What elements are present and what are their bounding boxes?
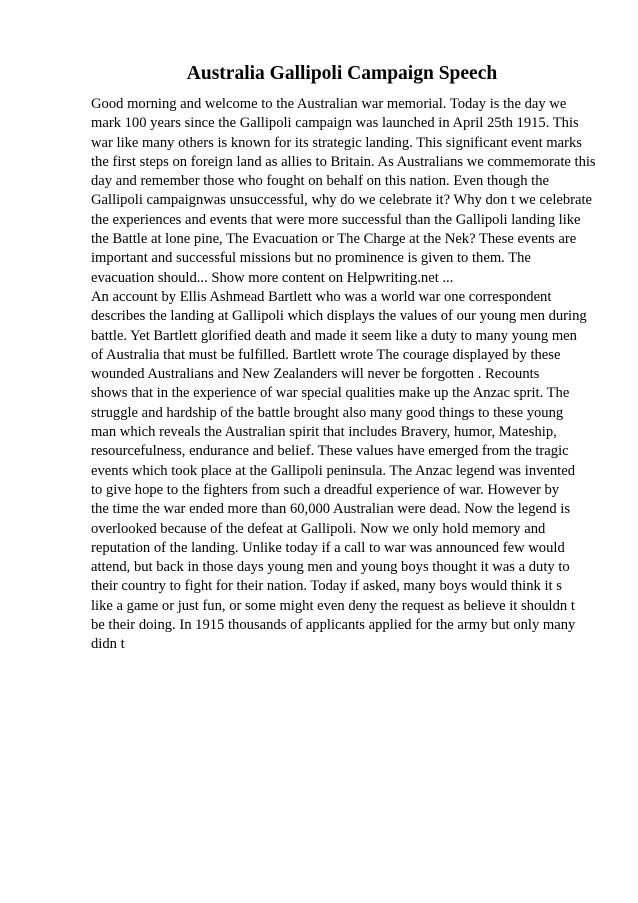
body-line: struggle and hardship of the battle brought also many good things to these young: [91, 404, 564, 421]
body-line: of Australia that must be fulfilled. Bartlett wrote The courage displayed by these: [91, 346, 561, 363]
body-line: resourcefulness, endurance and belief. These values have emerged from the tragic: [91, 443, 569, 460]
body-line: events which took place at the Gallipoli peninsula. The Anzac legend was invented: [91, 462, 576, 479]
body-line: be their doing. In 1915 thousands of applicants applied for the army but only many: [91, 617, 576, 634]
body-line: An account by Ellis Ashmead Bartlett who was a world war one correspondent: [91, 288, 552, 305]
body-line: attend, but back in those days young men and young boys thought it was a duty to: [91, 559, 570, 576]
body-line: war like many others is known for its strategic landing. This significant event marks: [91, 134, 582, 151]
body-line: reputation of the landing. Unlike today if a call to war was announced few would: [91, 539, 565, 556]
body-line: mark 100 years since the Gallipoli campaign was launched in April 25th 1915. This: [91, 115, 579, 132]
body-line: man which reveals the Australian spirit that includes Bravery, humor, Mateship,: [91, 424, 557, 441]
body-line: like a game or just fun, or some might even deny the request as believe it shouldn t: [91, 597, 575, 614]
body-line: describes the landing at Gallipoli which displays the values of our young men during: [91, 308, 587, 325]
body-line: the time the war ended more than 60,000 Australian were dead. Now the legend is: [91, 501, 571, 518]
body-line: Gallipoli campaignwas unsuccessful, why do we celebrate it? Why don t we celebrate: [91, 192, 593, 209]
body-line: day and remember those who fought on behalf on this nation. Even though the: [91, 173, 549, 190]
body-line: overlooked because of the defeat at Gallipoli. Now we only hold memory and: [91, 520, 546, 537]
body-line: shows that in the experience of war special qualities make up the Anzac sprit. The: [91, 385, 570, 402]
document-title: Australia Gallipoli Campaign Speech: [186, 63, 498, 84]
body-line: the first steps on foreign land as allies to Britain. As Australians we commemorate this: [91, 153, 596, 170]
body-line: battle. Yet Bartlett glorified death and made it seem like a duty to many young men: [91, 327, 577, 344]
body-line: to give hope to the fighters from such a dreadful experience of war. However by: [91, 481, 560, 498]
body-line: important and successful missions but no prominence is given to them. The: [91, 250, 531, 267]
document-body: [91, 95, 611, 655]
body-line: their country to fight for their nation. Today if asked, many boys would think it s: [91, 578, 562, 595]
body-line: wounded Australians and New Zealanders will never be forgotten . Recounts: [91, 366, 540, 383]
body-line: the Battle at lone pine, The Evacuation or The Charge at the Nek? These events are: [91, 231, 577, 248]
body-line: the experiences and events that were more successful than the Gallipoli landing like: [91, 211, 581, 228]
body-line: didn t: [91, 636, 125, 653]
body-line: evacuation should... Show more content on Helpwriting.net ...: [91, 269, 454, 286]
body-line: Good morning and welcome to the Australian war memorial. Today is the day we: [91, 96, 567, 112]
